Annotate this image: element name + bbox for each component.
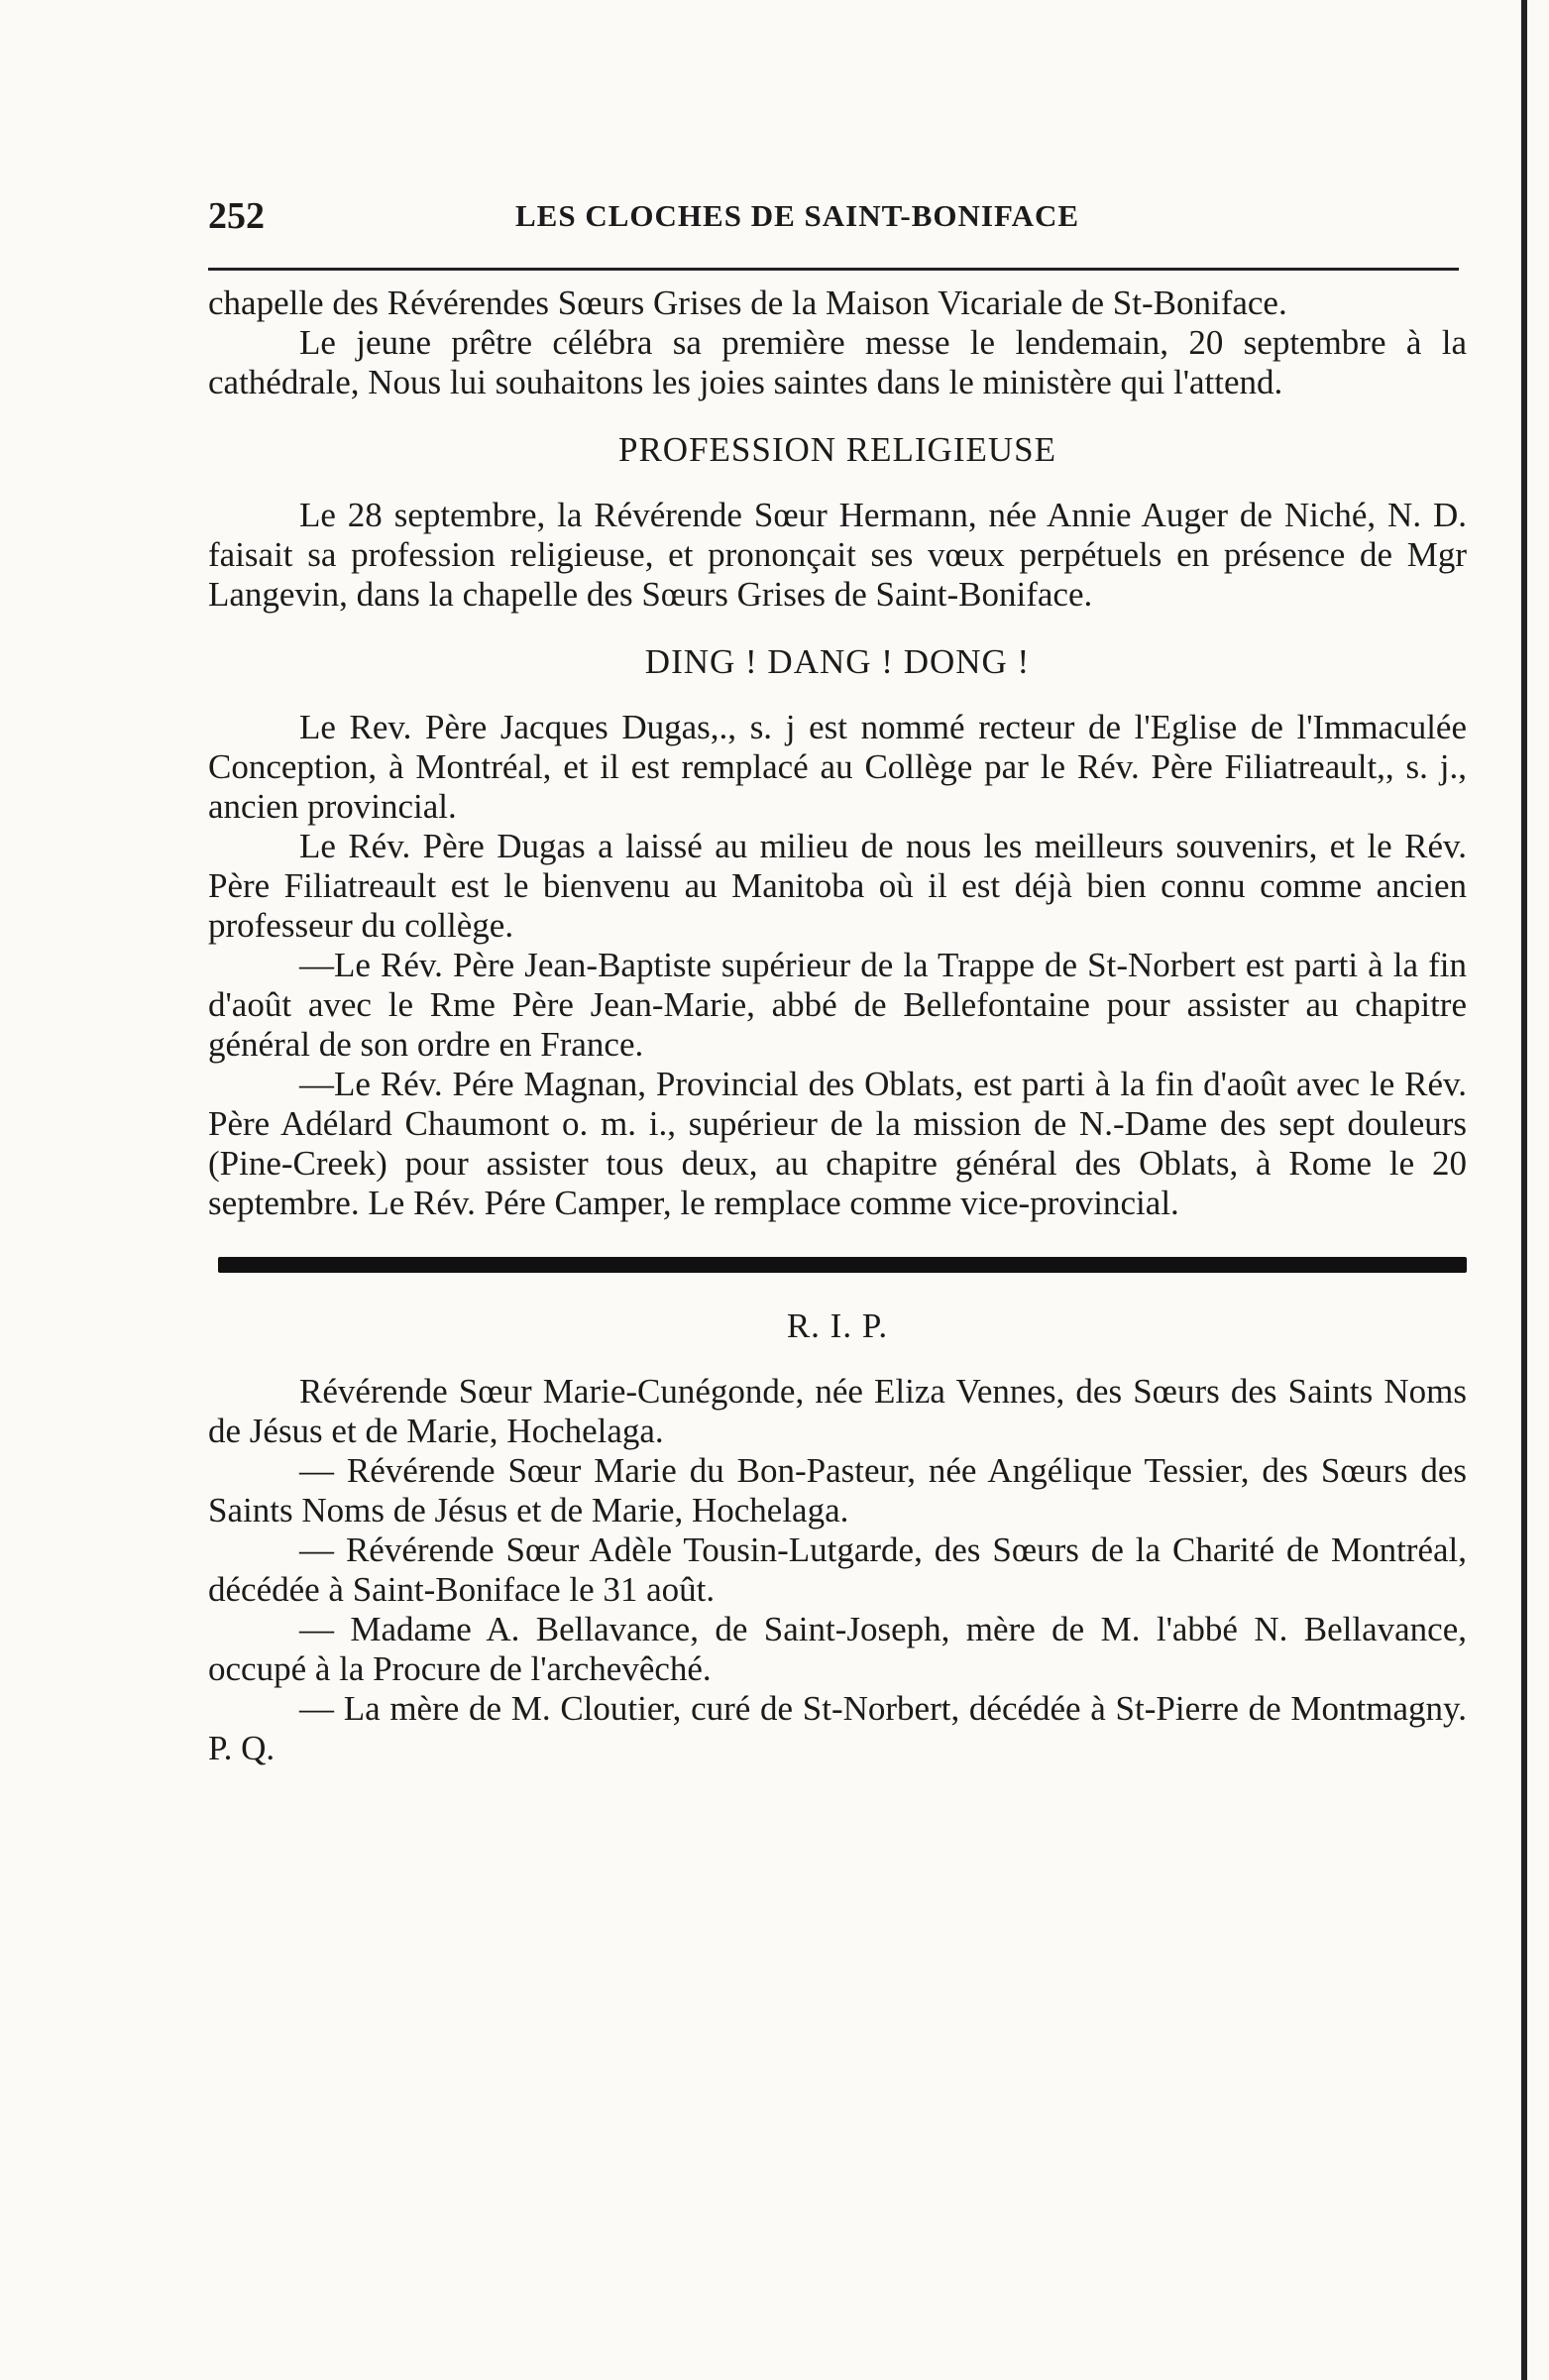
rip-paragraph: — Révérende Sœur Adèle Tousin-Lutgarde, des Sœurs de la Charité de Montréal, décédée à Saint-Boniface le 31 août. [208, 1530, 1467, 1609]
rip-paragraph: — Révérende Sœur Marie du Bon-Pasteur, née Angélique Tessier, des Sœurs des Saints Noms de Jésus et de Marie, Hochelaga. [208, 1451, 1467, 1530]
page-edge [1521, 0, 1527, 2380]
ding-paragraph: —Le Rév. Pére Magnan, Provincial des Oblats, est parti à la fin d'août avec le Rév. Père Adélard Chaumont o. m. i., supérieur de la mission de N.-Dame des sept douleurs (Pine-Creek) pour assister tous deux, au chapitre général des Oblats, à Rome le 20 septembre. Le Rév. Pére Camper, le remplace comme vice-provincial. [208, 1065, 1467, 1222]
section-heading-ding: DING ! DANG ! DONG ! [644, 642, 1031, 681]
profession-paragraph: Le 28 septembre, la Révérende Sœur Hermann, née Annie Auger de Niché, N. D. faisait sa profession religieuse, et prononçait ses vœux perpétuels en présence de Mgr Langevin, dans la chapelle des Sœurs Grises de Saint-Boniface. [208, 496, 1467, 614]
section-heading-profession: PROFESSION RELIGIEUSE [617, 430, 1056, 469]
intro-paragraph: Le jeune prêtre célébra sa première messe le lendemain, 20 septembre à la cathédrale, Nous lui souhaitons les joies saintes dans le ministère qui l'attend. [208, 323, 1467, 401]
ding-paragraph: Le Rev. Père Jacques Dugas,., s. j est nommé recteur de l'Eglise de l'Immaculée Conception, à Montréal, et il est remplacé au Collège par le Rév. Père Filiatreault,, s. j., ancien provincial. [208, 708, 1467, 826]
running-title: LES CLOCHES DE SAINT-BONIFACE [515, 198, 1080, 233]
rip-paragraph: — Madame A. Bellavance, de Saint-Joseph, mère de M. l'abbé N. Bellavance, occupé à la Procure de l'archevêché. [208, 1610, 1467, 1688]
ding-paragraph: —Le Rév. Père Jean-Baptiste supérieur de la Trappe de St-Norbert est parti à la fin d'août avec le Rme Père Jean-Marie, abbé de Bellefontaine pour assister au chapitre général de son ordre en France. [208, 946, 1467, 1064]
rip-paragraph: — La mère de M. Cloutier, curé de St-Norbert, décédée à St-Pierre de Montmagny. P. Q. [208, 1689, 1467, 1767]
ding-paragraph: Le Rév. Père Dugas a laissé au milieu de nous les meilleurs souvenirs, et le Rév. Père Filiatreault est le bienvenu au Manitoba où il est déjà bien connu comme ancien professeur du collège. [208, 827, 1467, 945]
page-content [208, 283, 1467, 1768]
page-number: 252 [208, 195, 265, 237]
section-divider [218, 1257, 1467, 1273]
rip-paragraph: Révérende Sœur Marie-Cunégonde, née Eliza Vennes, des Sœurs des Saints Noms de Jésus et de Marie, Hochelaga. [208, 1372, 1467, 1450]
page-header [208, 194, 1467, 246]
intro-paragraph: chapelle des Révérendes Sœurs Grises de la Maison Vicariale de St-Boniface. [208, 283, 1287, 322]
section-heading-rip: R. I. P. [786, 1306, 889, 1345]
header-rule [208, 268, 1459, 271]
